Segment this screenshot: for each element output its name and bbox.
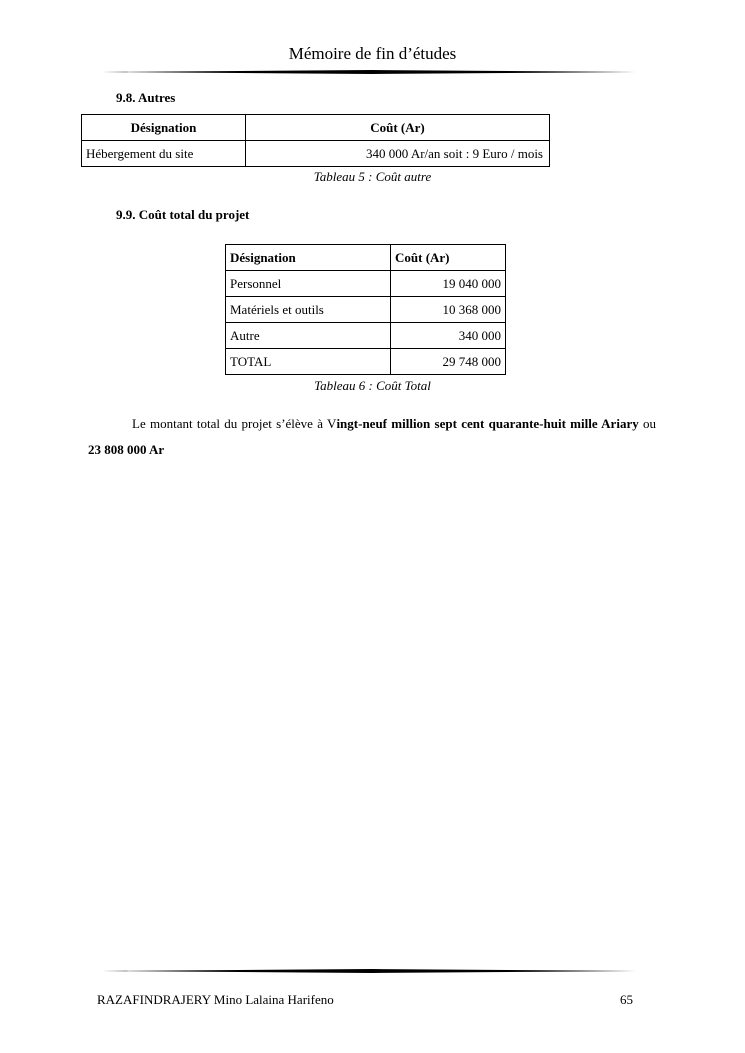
table-cell: 10 368 000	[391, 297, 506, 323]
paragraph-text: ou	[638, 416, 656, 431]
table-row	[226, 297, 506, 323]
table-cell: 340 000 Ar/an soit : 9 Euro / mois	[246, 141, 550, 167]
table-cell: Autre	[226, 323, 391, 349]
table-caption-6: Tableau 6 : Coût Total	[314, 378, 431, 393]
header-rule	[102, 70, 642, 73]
table-cell: TOTAL	[226, 349, 391, 375]
table-cout-total	[225, 244, 506, 375]
section-heading-autres: 9.8. Autres	[116, 90, 176, 105]
table-cout-autre	[81, 114, 550, 167]
table-row	[226, 323, 506, 349]
table-cell: Personnel	[226, 271, 391, 297]
table-cell: 29 748 000	[391, 349, 506, 375]
table-cell: Matériels et outils	[226, 297, 391, 323]
total-amount-paragraph	[88, 411, 656, 463]
column-header-cout: Coût (Ar)	[246, 115, 550, 141]
table-row	[226, 349, 506, 375]
table-caption-5: Tableau 5 : Coût autre	[313, 169, 432, 184]
page-header-title: Mémoire de fin d’études	[288, 44, 457, 63]
column-header-designation: Désignation	[226, 245, 391, 271]
table-header-row	[226, 245, 506, 271]
table-cell: 340 000	[391, 323, 506, 349]
paragraph-bold-amount-number: 23 808 000 Ar	[88, 442, 165, 457]
column-header-cout: Coût (Ar)	[391, 245, 506, 271]
table-header-row	[82, 115, 550, 141]
table-cell: Hébergement du site	[82, 141, 246, 167]
footer-rule	[102, 969, 642, 972]
table-row	[226, 271, 506, 297]
column-header-designation: Désignation	[82, 115, 246, 141]
page-number: 65	[620, 992, 633, 1007]
paragraph-bold-amount-words: ingt-neuf million sept cent quarante-huit mille Ariary	[336, 416, 639, 431]
table-cell: 19 040 000	[391, 271, 506, 297]
section-heading-cout-total: 9.9. Coût total du projet	[116, 207, 250, 222]
table-row	[82, 141, 550, 167]
paragraph-text: Le montant total du projet s’élève à V	[132, 416, 337, 431]
footer-author: RAZAFINDRAJERY Mino Lalaina Harifeno	[97, 992, 334, 1007]
